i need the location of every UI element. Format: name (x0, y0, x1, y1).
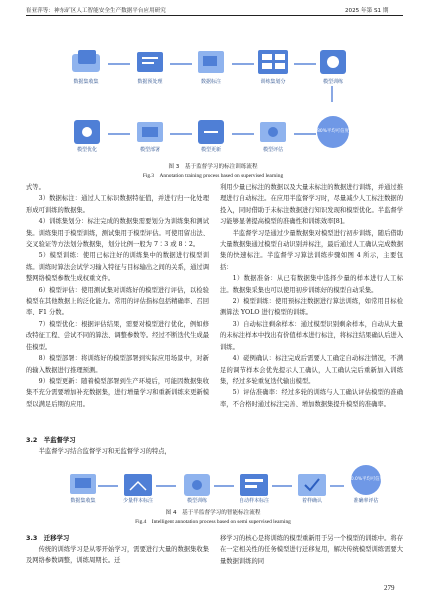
right-bottom-text: 移学习的核心是将训练的模型重新用于另一个模型的训练中。将存在一定相关性的任务模型进行迁移复用，解决传统模型训练需要大量数据训练的同 (220, 535, 403, 565)
auto-annotation-icon (240, 474, 268, 496)
model-training-icon (184, 474, 210, 496)
fig4-label-auto: 自动样本标注 (238, 498, 270, 504)
paragraph: 半监督学习是通过少量数据集对模型进行初步训练，随后借助大量数据集通过模型自动识别并标注，最后通过人工确认完成数据集的快速标注。半监督学习算法训练步骤如图 4 所示，主要包括： (220, 229, 403, 271)
paragraph: 5）模型训练：使用已标注好的训练集中的数据进行模型训练。训练时算法会试学习输入特征与目标输出之间的关系，通过调整网络模型参数生成权重文件。 (26, 252, 209, 283)
sample-annotation-icon (124, 474, 152, 496)
fig4-label-annotation: 少量样本标注 (122, 498, 154, 504)
fig3-label-confidence: 80%平均可信度 (317, 129, 349, 134)
fig3-label-split: 训练集划分 (260, 79, 286, 85)
paragraph: 5）评估准确率：经过多轮的训练与人工确认评估模型的准确率，不合格时通过标注完善、增加数据集提升模型的准确率。 (220, 389, 403, 408)
page-number: 279 (384, 584, 395, 592)
fig3-label-training: 模型训练 (322, 79, 344, 85)
paragraph: 4）磋例确认：标注完成后需要人工确定自动标注情况，不满足的调节样本会优先提示人工确认，人工确认完后重新加入训练集，经过多轮重复迭代输出模型。 (220, 355, 403, 385)
paragraph: 4）训练集划分：标注完成的数据集需要划分为训练集和测试集。训练集用于模型训练，测试集用于模型评估。可使用留出法、交叉验证等方法划分数据集，划分比例一般为 7∶3 或 8∶2。 (26, 218, 209, 249)
fig4-label-accuracy: 准确率评估 (353, 498, 379, 504)
fig3-label-collection: 数据集收集 (73, 79, 99, 85)
paragraph: 3）数据标注：通过人工标识数据特征值，并进行归一化处理形成可训练的数据集。 (26, 195, 209, 214)
paragraph: 8）模型部署：将训练好的模型部署到实际应用场景中，对新的输入数据进行推理预测。 (26, 355, 209, 374)
dataset-collection-icon (70, 474, 96, 494)
model-deploy-icon (137, 122, 163, 142)
paragraph: 9）模型更新：随着模型部署到生产环境后，可能因数据集收集不充分需要增加补充数据集，进行增量学习和重新训练来更新模型以满足后期的应用。 (26, 377, 209, 408)
paragraph: 3）自动标注剩余样本：通过模型识别剩余样本，自动从大量的未标注样本中找出有价值样本进行标注，将标注结果确认后进入训练。 (220, 320, 403, 351)
fig4-label-training: 模型训练 (186, 498, 208, 504)
figure-3-caption-cn: 图 3 基于监督学习的标注训练流程 (168, 164, 258, 170)
fig3-label-optimize: 模型优化 (76, 147, 98, 153)
section-3-2-text: 半监督学习结合监督学习和无监督学习的特点， (38, 448, 171, 455)
model-update-icon (198, 120, 224, 144)
figure-3-diagram (0, 24, 427, 154)
fig4-label-confidence: 80.0%平均可信度 (348, 477, 384, 482)
figure-3-caption-en: Fig.3 Annotation training process based on supervised learning (142, 173, 284, 179)
section-3-3-heading: 3.3 迁移学习 (26, 534, 70, 542)
sample-confirm-icon (298, 474, 326, 496)
paragraph: 1）数据准备：从已有数据集中选择少量的样本进行人工标注。数据集采集也可以使用初步训练好的模型自动采集。 (220, 275, 403, 294)
fig4-label-collection: 数据集收集 (70, 498, 96, 504)
paragraph: 利用少量已标注的数据以及大量未标注的数据进行训练，并通过推理进行自动标注。在应用半监督学习时，尽量减少人工标注数据的投入，同时借助于未标注数据进行知识发现和模型优化。半监督学习能够显著提高模型的准确性和训练效率[8]。 (220, 184, 403, 226)
paragraph: 6）模型评估：使用测试集对训练好的模型进行评估，以检验模型在其他数据上的泛化能力。常用的评估指标包括精确率、召回率、F1 分数。 (26, 286, 209, 317)
running-header-left: 崔亚萍等：神东矿区人工智能安全生产数据平台应用研究 (26, 8, 166, 14)
model-training-icon (320, 50, 346, 74)
preprocessing-icon (137, 52, 163, 72)
fig4-label-confirm: 着样确认 (301, 498, 323, 504)
model-optimize-icon (74, 120, 100, 144)
dataset-split-icon (258, 50, 288, 74)
figure-3 (0, 24, 427, 164)
left-column (26, 182, 209, 410)
fig3-label-preprocess: 数据预处理 (137, 79, 163, 85)
data-collection-icon (72, 50, 100, 72)
fig3-label-update: 模型更新 (200, 147, 222, 153)
fig3-label-annotation: 数据标注 (200, 79, 222, 85)
model-evaluation-icon (260, 122, 286, 142)
fig3-label-deploy: 模型部署 (139, 147, 161, 153)
figure-4-caption-en: Fig.4 Intelligent annotation process based on semi supervised learning (135, 519, 291, 525)
right-column (220, 182, 403, 410)
annotation-icon (198, 51, 224, 73)
fig3-label-evaluation: 模型评估 (262, 147, 284, 153)
header-rule (26, 15, 403, 16)
paragraph: 2）模型训练：使用预标注数据进行算法训练，如常用目标检测算法 YOLO 进行模型的训练。 (220, 298, 403, 317)
section-3-2-heading: 3.2 半监督学习 (26, 436, 76, 444)
running-header-right: 2025 年第 S1 期 (345, 8, 389, 14)
section-3-3-text: 传统的训练学习是从零开始学习，需要进行大量的数据集收集及网络参数调整，训练周期长。迁 (26, 546, 209, 565)
paragraph: 式等。 (26, 184, 45, 191)
figure-4-caption-cn: 图 4 基于半监督学习的智能标注流程 (165, 510, 261, 516)
paragraph: 7）模型优化：根据评估结果，需要对模型进行优化，例如修改特征工程、尝试不同的算法、调整参数等。经过不断迭代生成最佳模型。 (26, 320, 209, 351)
